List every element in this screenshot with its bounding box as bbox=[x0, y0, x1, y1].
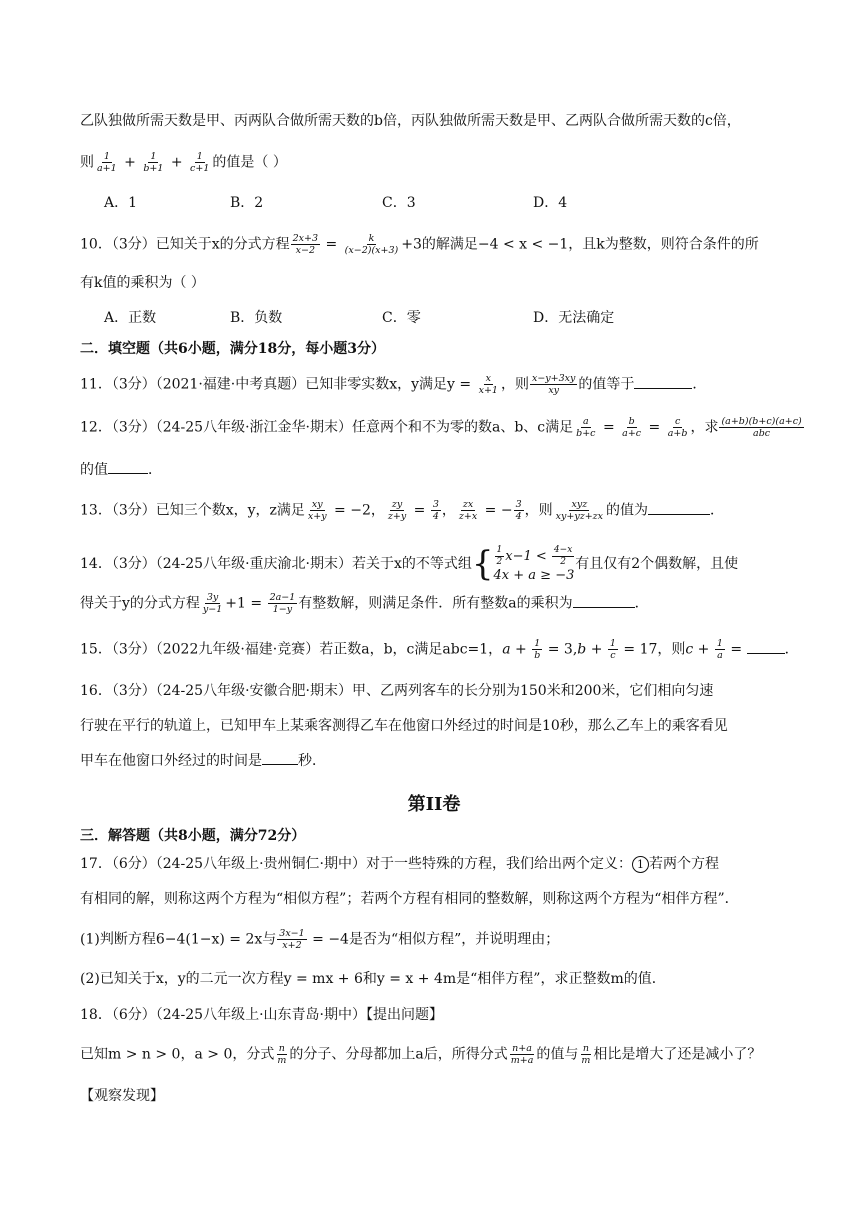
q13: 13．（3分）已知三个数x，y，z满足 $\frac{xy}{x+y}$ = −2， $\frac{zy}{z+y}$ = $\frac{3}{4}$ ， $\frac{zx}{z+x}$ = − $\frac{3}{4}$ ，则 $\frac{\text{xyz}}{xy+yz+zx}$ 的值为 ． bbox=[80, 499, 725, 522]
q10-line1: 10．（3分）已知关于x的分式方程 $\frac{2x+3}{x-2}$ = $\frac{k}{(x-2)(x+3)}$ +3的解满足−4 < x < −1，且k为整数，则符合条件的所 bbox=[80, 233, 759, 256]
q10-line2: 有k值的乘积为（ ） bbox=[80, 275, 205, 291]
q14-line2: 得关于y的分式方程 $\frac{3y}{y-1}$ +1 = $\frac{2a-1}{1-y}$ 有整数解，则满足条件．所有整数a的乘积为 ． bbox=[80, 592, 649, 615]
section-fill-in-heading: 二．填空题（共6小题，满分18分，每小题3分） bbox=[80, 341, 385, 357]
q12-line2: 的值 ． bbox=[80, 459, 828, 481]
q9-line1: 乙队独做所需天数是甲、丙两队合做所需天数的b倍，丙队独做所需天数是甲、乙两队合做所需天数的c倍， bbox=[80, 113, 741, 129]
q18-line1: 18．（6分）（24-25八年级上·山东青岛·期中）【提出问题】 bbox=[80, 1007, 443, 1023]
q9-option-a: A．1 bbox=[104, 195, 138, 211]
q10-option-c: C．零 bbox=[382, 310, 421, 326]
q11: 11．（3分）（2021·福建·中考真题）已知非零实数x，y满足y = $\frac{x}{x+1}$ ，则 $\frac{x-y+3xy}{xy}$ 的值等于 ． bbox=[80, 373, 707, 396]
q18-line3: 【观察发现】 bbox=[80, 1088, 164, 1104]
q16-line1: 16．（3分）（24-25八年级·安徽合肥·期末）甲、乙两列客车的长分别为150米和200米，它们相向匀速 bbox=[80, 683, 714, 699]
q17-part1: (1)判断方程6−4(1−x) = 2x与 $\frac{3x-1}{x+2}$ = −4是否为“相似方程”，并说明理由； bbox=[80, 928, 560, 951]
q9-option-b: B．2 bbox=[230, 195, 264, 211]
part-two-heading: 第II卷 bbox=[407, 794, 461, 815]
q17-line1: 17．（6分）（24-25八年级上·贵州铜仁·期中）对于一些特殊的方程，我们给出两个定义： 1 若两个方程 bbox=[80, 856, 719, 872]
q9-option-c: C．3 bbox=[382, 195, 416, 211]
q17-part2: (2)已知关于x，y的二元一次方程y = mx + 6和y = x + 4m是“相伴方程”，求正整数m的值． bbox=[80, 971, 666, 987]
q10-option-a: A．正数 bbox=[104, 310, 157, 326]
q15: 15．（3分）（2022九年级·福建·竞赛）若正数a，b，c满足abc=1，a + $\frac{1}{b}$ = 3,b + $\frac{1}{c}$ = 17，则c + $\frac{1}{a}$ = ． bbox=[80, 638, 799, 661]
q16-line2: 行驶在平行的轨道上，已知甲车上某乘客测得乙车在他窗口外经过的时间是10秒，那么乙车上的乘客看见 bbox=[80, 718, 728, 734]
circled-number-1: 1 bbox=[632, 856, 649, 873]
q17-line2: 有相同的解，则称这两个方程为“相似方程”；若两个方程有相同的整数解，则称这两个方程为“相伴方程”． bbox=[80, 891, 739, 907]
q10-option-d: D．无法确定 bbox=[533, 310, 615, 326]
q10-option-b: B．负数 bbox=[230, 310, 283, 326]
q18-line2: 已知m > n > 0，a > 0，分式 $\frac{n}{m}$ 的分子、分母都加上a后，所得分式 $\frac{n+a}{m+a}$ 的值与 $\frac{n}{m}$ 相比是增大了还是减小了？ bbox=[80, 1043, 762, 1066]
q16-line3: 甲车在他窗口外经过的时间是 秒． bbox=[80, 750, 828, 772]
q14-line1: 14．（3分）（24-25八年级·重庆渝北·期末）若关于x的不等式组 { $\frac{1}{2}$ x−1 < $\frac{4-x}{2}$ 4x + a ≥ −3 有且仅有2个偶数解，且使 bbox=[80, 544, 739, 584]
section-answer-heading: 三．解答题（共8小题，满分72分） bbox=[80, 828, 306, 844]
q9-line2: 则 $\frac{1}{a+1}$ + $\frac{1}{b+1}$ + $\frac{1}{c+1}$ 的值是（ ） bbox=[80, 151, 287, 174]
q12-line1: 12．（3分）（24-25八年级·浙江金华·期末）任意两个和不为零的数a、b、c满足 $\frac{a}{b+c}$ = $\frac{b}{a+c}$ = $\frac{c}{a+b}$ ，求 $\frac{(a+b)(b+c)(a+c)}{\text{abc}}$ bbox=[80, 416, 802, 439]
q9-option-d: D．4 bbox=[533, 195, 568, 211]
